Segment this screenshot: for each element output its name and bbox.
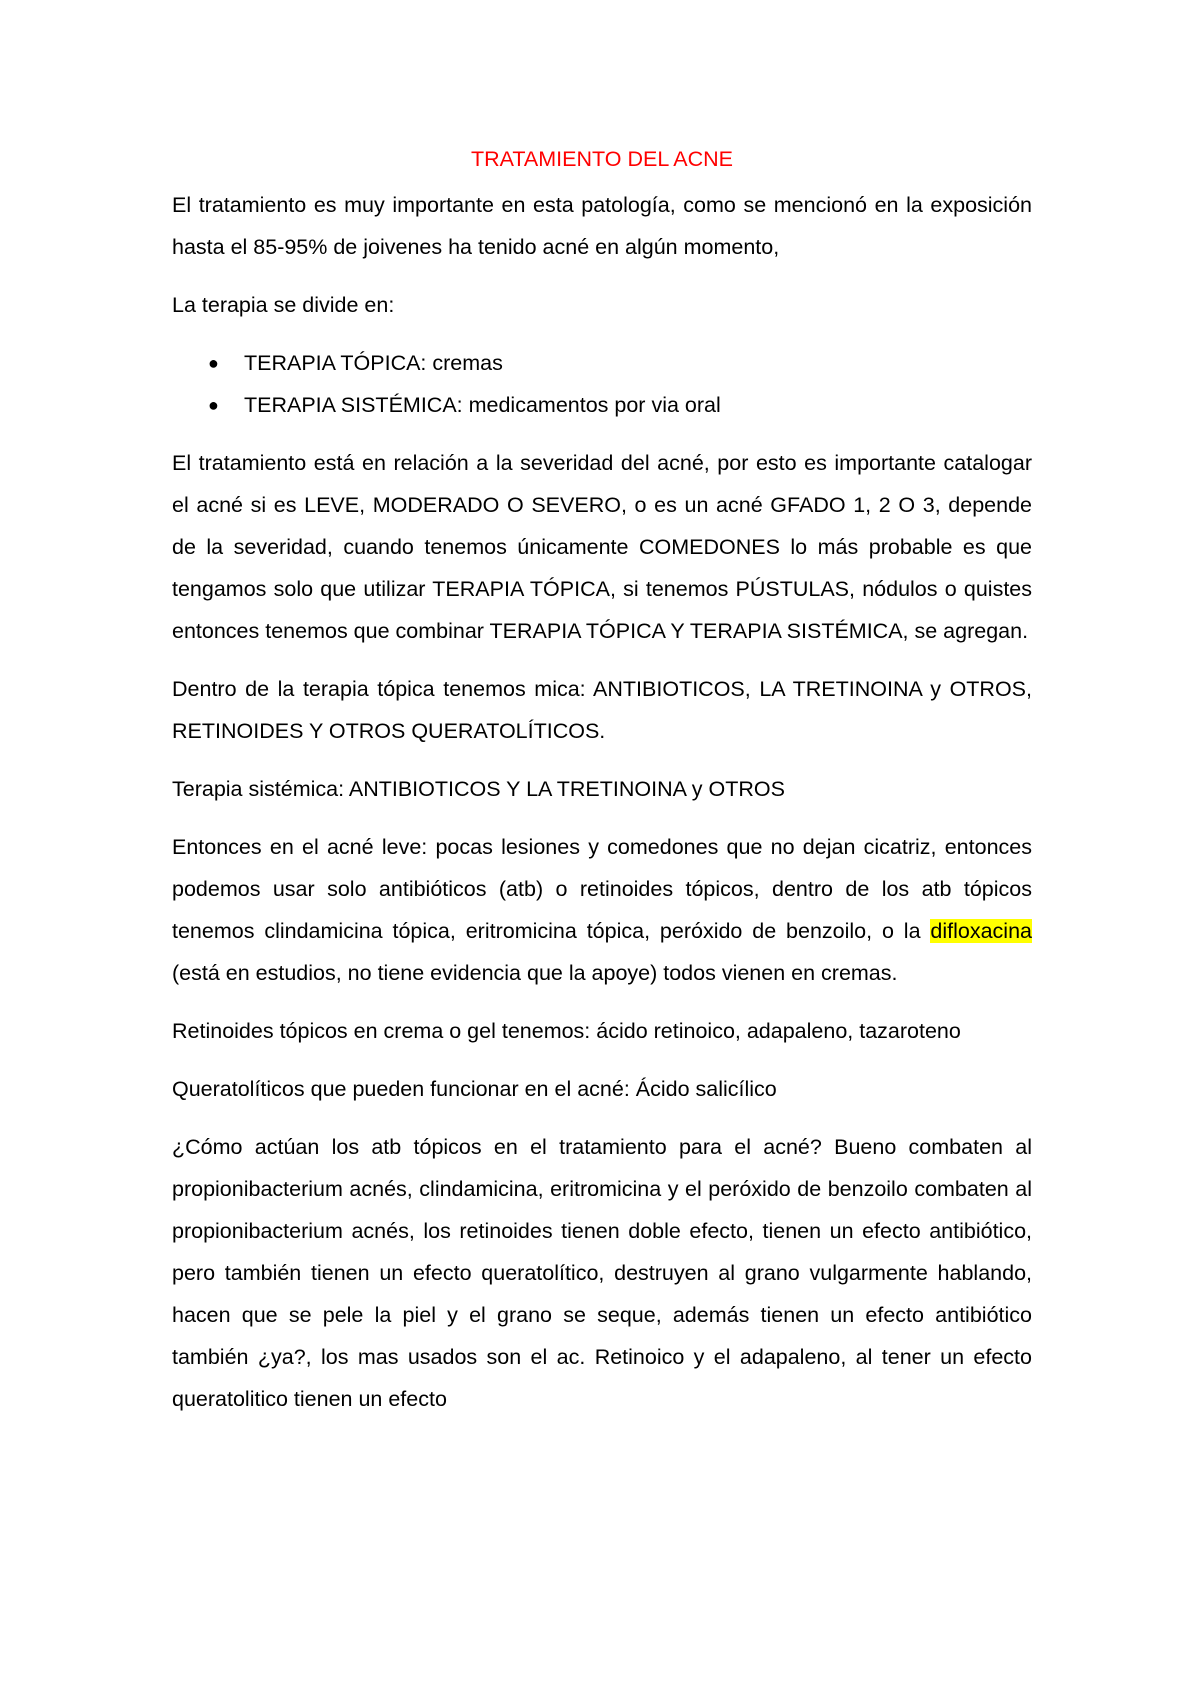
bullet-icon: ●	[208, 395, 219, 415]
paragraph-topical-retinoids: Retinoides tópicos en crema o gel tenemos: ácido retinoico, adapaleno, tazaroteno	[172, 1019, 961, 1043]
paragraph-severity: El tratamiento está en relación a la severidad del acné, por esto es importante catalogar el acné si es LEVE, MODERADO O SEVERO, o es un acné GFADO 1, 2 O 3, depende de la severidad, cuando tenemos únicamente COMEDONES lo más probable es que tengamos solo que utilizar TERAPIA TÓPICA, si tenemos PÚSTULAS, nódulos o quistes entonces tenemos que combinar TERAPIA TÓPICA Y TERAPIA SISTÉMICA, se agregan.	[172, 451, 1032, 643]
bullet-icon: ●	[208, 353, 219, 373]
paragraph-mild-acne	[172, 826, 1032, 994]
paragraph-mechanism: ¿Cómo actúan los atb tópicos en el tratamiento para el acné? Bueno combaten al propionibacterium acnés, clindamicina, eritromicina y el peróxido de benzoilo combaten al propionibacterium acnés, los retinoides tienen doble efecto, tienen un efecto antibiótico, pero también tienen un efecto queratolítico, destruyen al grano vulgarmente hablando, hacen que se pele la piel y el grano se seque, además tienen un efecto antibiótico también ¿ya?, los mas usados son el ac. Retinoico y el adapaleno, al tener un efecto queratolitico tienen un efecto	[172, 1135, 1032, 1411]
highlighted-term: difloxacina	[930, 919, 1032, 943]
document-body	[172, 138, 1032, 1436]
therapy-list	[172, 342, 1032, 426]
paragraph-keratolytics: Queratolíticos que pueden funcionar en el acné: Ácido salicílico	[172, 1077, 777, 1101]
list-item	[172, 342, 1032, 384]
paragraph-intro: El tratamiento es muy importante en esta patología, como se mencionó en la exposición hasta el 85-95% de joivenes ha tenido acné en algún momento,	[172, 193, 1032, 259]
list-item	[172, 384, 1032, 426]
paragraph-topical-therapy: Dentro de la terapia tópica tenemos mica: ANTIBIOTICOS, LA TRETINOINA y OTROS, RETINOIDES Y OTROS QUERATOLÍTICOS.	[172, 677, 1032, 743]
paragraph-text: Entonces en el acné leve: pocas lesiones y comedones que no dejan cicatriz, entonces podemos usar solo antibióticos (atb) o retinoides tópicos, dentro de los atb tópicos tenemos clindamicina tópica, eritromicina tópica, peróxido de benzoilo, o la	[172, 835, 1032, 943]
list-item-text: TERAPIA TÓPICA: cremas	[244, 351, 503, 375]
document-title: TRATAMIENTO DEL ACNE	[470, 147, 734, 171]
list-item-text: TERAPIA SISTÉMICA: medicamentos por via oral	[244, 393, 721, 417]
paragraph-systemic-therapy: Terapia sistémica: ANTIBIOTICOS Y LA TRETINOINA y OTROS	[172, 777, 785, 801]
paragraph-text: (está en estudios, no tiene evidencia que la apoye) todos vienen en cremas.	[172, 961, 898, 985]
paragraph-therapy-division: La terapia se divide en:	[172, 293, 395, 317]
